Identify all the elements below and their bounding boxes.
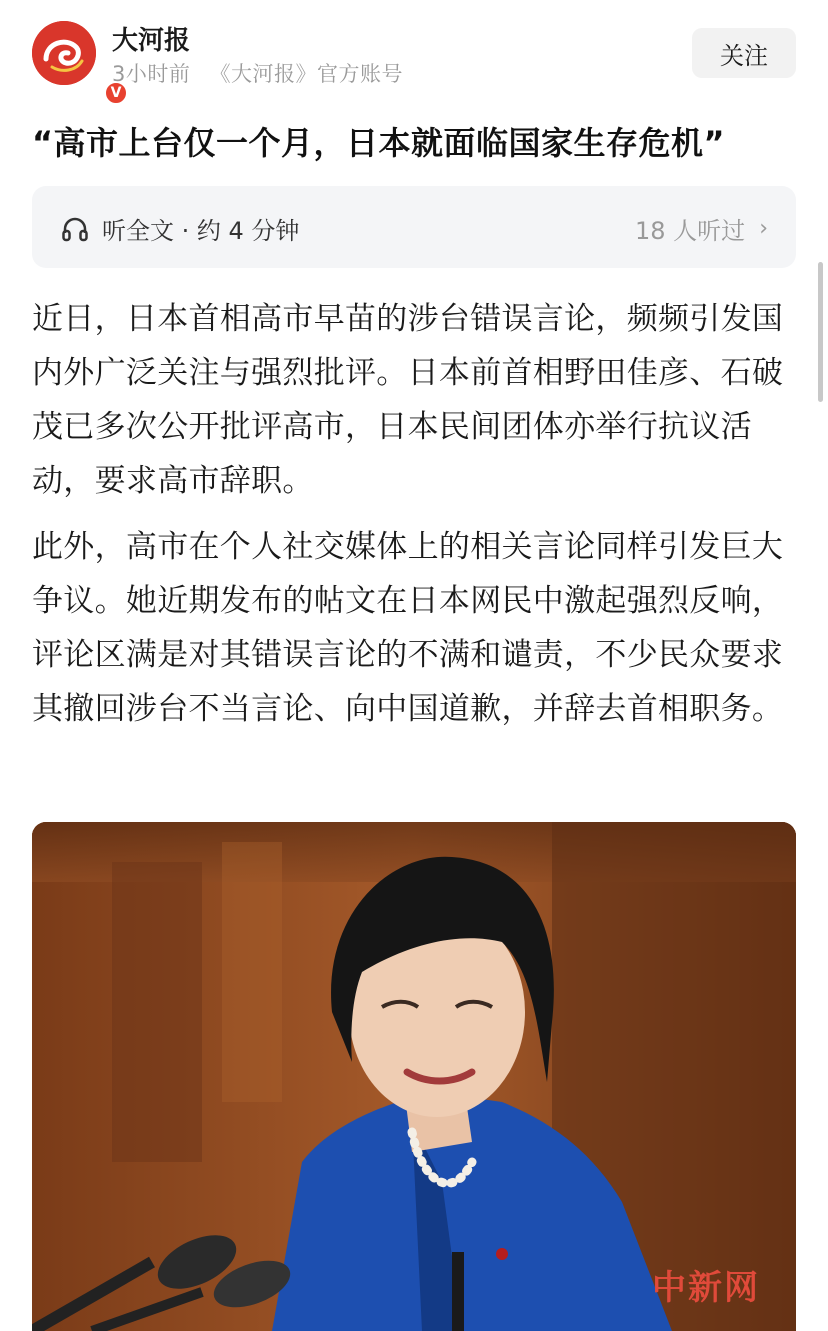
listen-label-group — [60, 211, 299, 246]
author-name[interactable]: 大河报 — [112, 26, 191, 56]
photo-watermark: 中新网 — [652, 1268, 760, 1308]
listen-full-text-bar[interactable] — [32, 186, 796, 268]
author-avatar[interactable] — [32, 21, 122, 101]
news-photo-image — [32, 822, 796, 1331]
follow-button[interactable]: 关注 — [692, 28, 796, 78]
article-paragraph: 近日，日本首相高市早苗的涉台错误言论，频频引发国内外广泛关注与强烈批评。日本前首相野田佳彦、石破茂已多次公开批评高市，日本民间团体亦举行抗议活动，要求高市辞职。 — [32, 301, 784, 499]
article-photo[interactable] — [32, 822, 796, 1331]
account-type: 《大河报》官方账号 — [209, 62, 404, 86]
headphones-icon — [60, 214, 90, 244]
article-paragraph: 此外，高市在个人社交媒体上的相关言论同样引发巨大争议。她近期发布的帖文在日本网民中激起强烈反响，评论区满是对其错误言论的不满和谴责，不少民众要求其撤回涉台不当言论、向中国道歉，并辞去首相职务。 — [32, 529, 784, 727]
author-header — [0, 0, 828, 100]
post-meta — [112, 58, 415, 88]
listener-count-group — [635, 211, 768, 246]
listener-count: 18 人听过 — [635, 217, 746, 245]
page-scrollbar[interactable] — [818, 262, 823, 402]
article-title: “高市上台仅一个月，日本就面临国家生存危机” — [32, 124, 726, 162]
listen-label: 听全文 · 约 4 分钟 — [102, 217, 300, 245]
post-time: 3小时前 — [112, 62, 191, 86]
chevron-right-icon: › — [759, 216, 768, 241]
verified-badge-icon: V — [104, 81, 128, 105]
newspaper-logo-icon — [32, 21, 96, 85]
